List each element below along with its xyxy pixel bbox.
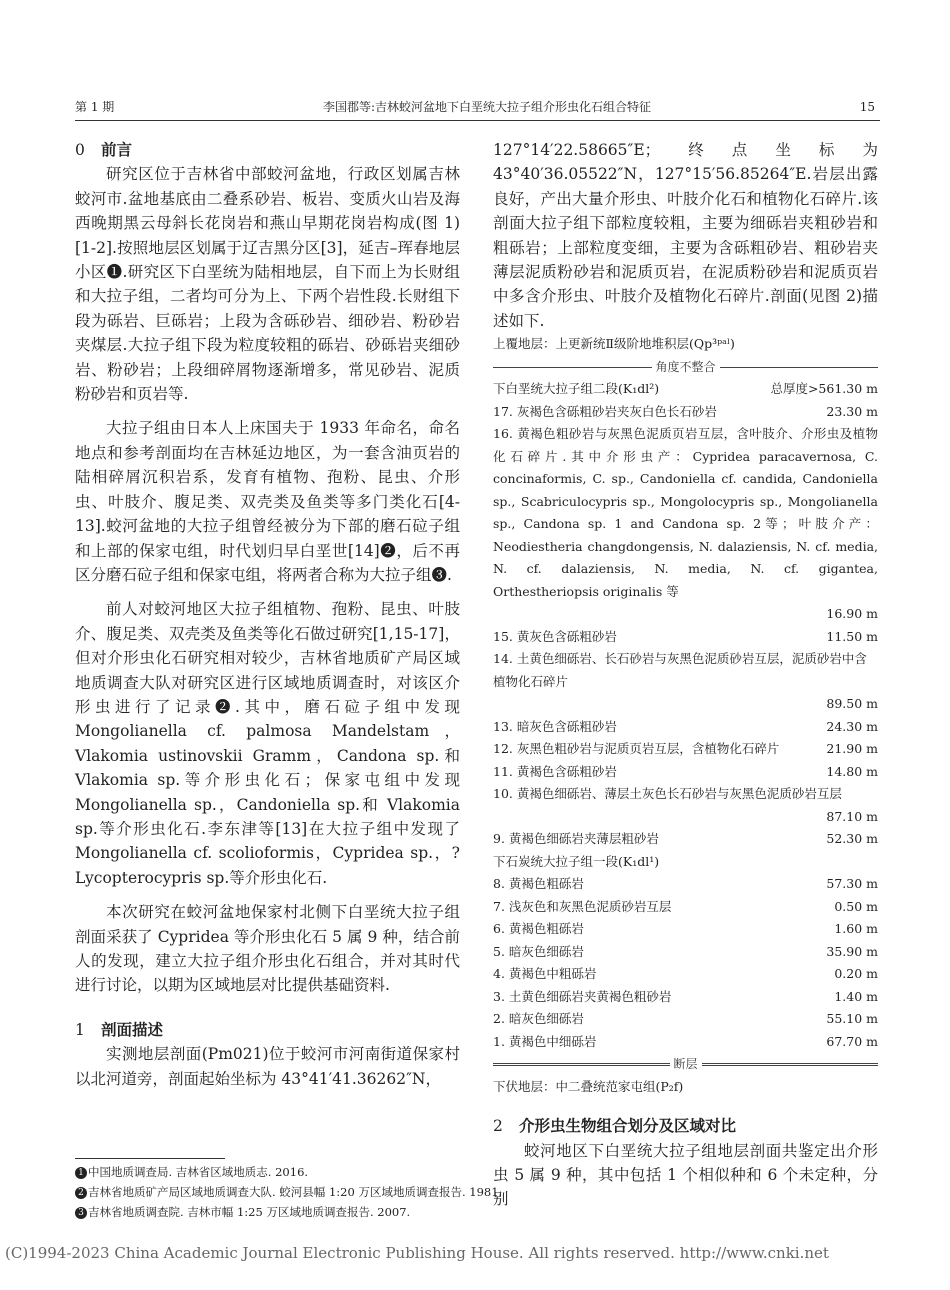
layer-row xyxy=(493,873,878,896)
section-title: 剖面描述 xyxy=(101,1019,164,1039)
spacer xyxy=(75,998,460,1018)
layer-row xyxy=(493,716,878,739)
layer-row xyxy=(493,986,878,1009)
footnote-text: 中国地质调查局. 吉林省区域地质志. 2016. xyxy=(88,1165,309,1179)
layer-thickness: 1.40 m xyxy=(834,988,878,1004)
layer-10-text: 10. 黄褐色细砾岩、薄层土灰色长石砂岩与灰黑色泥质砂岩互层 xyxy=(493,786,842,802)
footnote-marker: 1 xyxy=(75,1167,87,1179)
right-column xyxy=(493,138,878,1212)
underlying-strata: 下伏地层：中二叠统范家屯组(P₂f) xyxy=(493,1078,684,1094)
layer-row xyxy=(493,1008,878,1031)
layer-thickness: 0.50 m xyxy=(834,898,878,914)
footnote-marker: 2 xyxy=(75,1187,87,1199)
layer-16-thickness: 16.90 m xyxy=(826,606,878,622)
layer-text: 3. 土黄色细砾岩夹黄褐色粗砂岩 xyxy=(493,988,672,1004)
footnote-1 xyxy=(75,1164,308,1180)
paragraph-profile-2: 127°14′22.58665″E；终点坐标为 43°40′36.05522″N，127°15′56.85264″E.岩层出露良好，产出大量介形虫、叶肢介化石和植物化石碎片.该剖面大拉子组下部粒度较粗，主要为细砾岩夹粗砂岩和粗砾岩；上部粒度变细，主要为含砾粗砂岩、粗砂岩夹薄层泥质粉砂岩和泥质页岩，在泥质粉砂岩和泥质页岩中多含介形虫、叶肢介及植物化石碎片.剖面(见图 2)描述如下. xyxy=(493,141,878,330)
paragraph-intro-4: 本次研究在蛟河盆地保家村北侧下白垩统大拉子组剖面采获了 Cypridea 等介形虫化石 5 属 9 种，结合前人的发现，建立大拉子组介形虫化石组合，并对其时代进行讨论，以期为区域地层对比提供基础资料. xyxy=(75,903,460,995)
section-title: 介形虫生物组合划分及区域对比 xyxy=(519,1116,737,1136)
lower-member: 下石炭统大拉子组一段(K₁dl¹) xyxy=(493,853,660,869)
layer-text: 13. 暗灰色含砾粗砂岩 xyxy=(493,718,617,734)
layer-row xyxy=(493,828,878,851)
layer-text: 7. 浅灰色和灰黑色泥质砂岩互层 xyxy=(493,898,672,914)
layer-text: 12. 灰黑色粗砂岩与泥质页岩互层，含植物化石碎片 xyxy=(493,741,780,757)
spacer xyxy=(75,890,460,900)
layer-text: 17. 灰褐色含砾粗砂岩夹灰白色长石砂岩 xyxy=(493,403,717,419)
upper-member: 下白垩统大拉子组二段(K₁dl²) xyxy=(493,381,660,397)
layer-thickness: 52.30 m xyxy=(826,831,878,847)
layer-thickness: 23.30 m xyxy=(826,403,878,419)
total-thickness: 总厚度>561.30 m xyxy=(770,381,878,397)
spacer xyxy=(493,1098,878,1114)
running-title: 李国郡等:吉林蛟河盆地下白垩统大拉子组介形虫化石组合特征 xyxy=(322,100,652,114)
section-1-heading xyxy=(75,1018,460,1042)
paragraph-profile-1: 实测地层剖面(Pm021)位于蛟河市河南街道保家村以北河道旁，剖面起始坐标为 43°41′41.36262″N， xyxy=(75,1045,460,1088)
footnote-text: 吉林省地质矿产局区域地质调查大队. 蛟河县幅 1:20 万区域地质调查报告. 1981. xyxy=(88,1185,503,1199)
layer-row xyxy=(493,941,878,964)
left-column xyxy=(75,138,460,1091)
layer-thickness: 57.30 m xyxy=(826,876,878,892)
layer-text: 8. 黄褐色粗砾岩 xyxy=(493,876,584,892)
unconformity-line xyxy=(493,356,878,379)
overlying-strata: 上覆地层：上更新统Ⅱ级阶地堆积层(Qp³ᵖᵃˡ) xyxy=(493,336,735,352)
layer-14-thickness: 89.50 m xyxy=(826,696,878,712)
layer-row xyxy=(493,401,878,424)
layer-thickness: 67.70 m xyxy=(826,1033,878,1049)
layer-thickness: 24.30 m xyxy=(826,718,878,734)
layer-16-text: 16. 黄褐色粗砂岩与灰黑色泥质页岩互层，含叶肢介、介形虫及植物化石碎片.其中介形虫产：Cypridea paracavernosa, C. concinaformis, C. sp., Candoniella cf. candida, Candoniella sp., Scabriculocypris sp., Mongolocypris sp., Mongolianella sp., Candona sp. 1 and Candona sp. 2等；叶肢介产：Neodiestheria changdongensis, N. dalaziensis, N. cf. media, N. cf. dalaziensis, N. media, N. cf. gigantea, Orthestheriopsis originalis 等 xyxy=(493,426,878,599)
layer-thickness: 11.50 m xyxy=(826,628,878,644)
running-header xyxy=(75,98,875,115)
layer-text: 6. 黄褐色粗砾岩 xyxy=(493,921,584,937)
section-number: 0 xyxy=(75,141,85,159)
footnote-text: 吉林省地质调查院. 吉林市幅 1:25 万区域地质调查报告. 2007. xyxy=(88,1205,411,1219)
layer-text: 4. 黄褐色中粗砾岩 xyxy=(493,966,597,982)
fault-line xyxy=(493,1053,878,1076)
section-number: 1 xyxy=(75,1020,85,1039)
page-number: 15 xyxy=(859,99,875,114)
layer-thickness: 0.20 m xyxy=(834,966,878,982)
layer-thickness: 14.80 m xyxy=(826,763,878,779)
layer-thickness: 35.90 m xyxy=(826,943,878,959)
layer-text: 11. 黄褐色含砾粗砂岩 xyxy=(493,763,617,779)
copyright-notice: (C)1994-2023 China Academic Journal Electronic Publishing House. All rights reserved. http://www.cnki.net xyxy=(5,1244,829,1262)
layer-thickness: 55.10 m xyxy=(826,1011,878,1027)
layer-text: 15. 黄灰色含砾粗砂岩 xyxy=(493,628,617,644)
paragraph-assemblage: 蛟河地区下白垩统大拉子组地层剖面共鉴定出介形虫 5 属 9 种，其中包括 1 个相似种和 6 个未定种，分别 xyxy=(493,1141,878,1209)
layer-10-thickness: 87.10 m xyxy=(826,808,878,824)
footnote-rule xyxy=(75,1158,225,1159)
section-0-heading xyxy=(75,138,460,162)
layer-text: 2. 暗灰色细砾岩 xyxy=(493,1011,584,1027)
layer-row xyxy=(493,896,878,919)
layer-row xyxy=(493,963,878,986)
paragraph-intro-3: 前人对蛟河地区大拉子组植物、孢粉、昆虫、叶肢介、腹足类、双壳类及鱼类等化石做过研究[1,15-17]，但对介形虫化石研究相对较少，吉林省地质矿产局区域地质调查大队对研究区进行区域地质调查时，对该区介形虫进行了记录❷.其中，磨石砬子组中发现 Mongolianella cf. palmosa Mandelstam，Vlakomia ustinovskii Gramm，Candona sp.和 Vlakomia sp.等介形虫化石；保家屯组中发现 Mongolianella sp.，Candoniella sp.和 Vlakomia sp.等介形虫化石.李东津等[13]在大拉子组中发现了 Mongolianella cf. scolioformis，Cypridea sp.，?Lycopterocypris sp.等介形虫化石. xyxy=(75,600,460,887)
layer-row xyxy=(493,761,878,784)
section-number: 2 xyxy=(493,1117,503,1136)
section-2-heading xyxy=(493,1114,878,1138)
fault-label: 断层 xyxy=(673,1057,698,1072)
layer-row xyxy=(493,738,878,761)
layer-row xyxy=(493,1031,878,1054)
upper-member-row xyxy=(493,378,878,401)
issue-label: 第 1 期 xyxy=(75,100,115,114)
layer-text: 9. 黄褐色细砾岩夹薄层粗砂岩 xyxy=(493,831,659,847)
footnote-marker: 3 xyxy=(75,1207,87,1219)
layer-row xyxy=(493,918,878,941)
stratigraphic-profile xyxy=(493,333,878,1098)
layer-text: 5. 暗灰色细砾岩 xyxy=(493,943,584,959)
paragraph-intro-1: 研究区位于吉林省中部蛟河盆地，行政区划属吉林蛟河市.盆地基底由二叠系砂岩、板岩、变质火山岩及海西晚期黑云母斜长花岗岩和燕山早期花岗岩构成(图 1)[1-2].按照地层区划属于辽吉黑分区[3]，延吉–珲春地层小区❶.研究区下白垩统为陆相地层，自下而上为长财组和大拉子组，二者均可分为上、下两个岩性段.长财组下段为砾岩、巨砾岩；上段为含砾砂岩、细砂岩、粉砂岩夹煤层.大拉子组下段为粒度较粗的砾岩、砂砾岩夹细砂岩、粉砂岩；上段细碎屑物逐渐增多，常见砂岩、泥质粉砂岩和页岩等. xyxy=(75,165,460,404)
paragraph-intro-2: 大拉子组由日本人上床国夫于 1933 年命名，命名地点和参考剖面均在吉林延边地区，为一套含油页岩的陆相碎屑沉积岩系，发育有植物、孢粉、昆虫、介形虫、叶肢介、腹足类、双壳类及鱼类等多门类化石[4-13].蛟河盆地的大拉子组曾经被分为下部的磨石砬子组和上部的保家屯组，时代划归早白垩世[14]❷，后不再区分磨石砬子组和保家屯组，将两者合称为大拉子组❸. xyxy=(75,419,460,584)
layer-thickness: 21.90 m xyxy=(826,741,878,757)
footnote-2 xyxy=(75,1184,502,1200)
header-rule xyxy=(75,120,880,121)
unconformity-label: 角度不整合 xyxy=(655,359,716,374)
layer-row xyxy=(493,626,878,649)
spacer xyxy=(75,406,460,416)
footnote-3 xyxy=(75,1204,410,1220)
layer-text: 1. 黄褐色中细砾岩 xyxy=(493,1033,597,1049)
layer-14-text: 14. 土黄色细砾岩、长石砂岩与灰黑色泥质砂岩互层，泥质砂岩中含植物化石碎片 xyxy=(493,651,867,689)
section-title: 前言 xyxy=(101,140,133,159)
layer-thickness: 1.60 m xyxy=(834,921,878,937)
spacer xyxy=(75,587,460,597)
